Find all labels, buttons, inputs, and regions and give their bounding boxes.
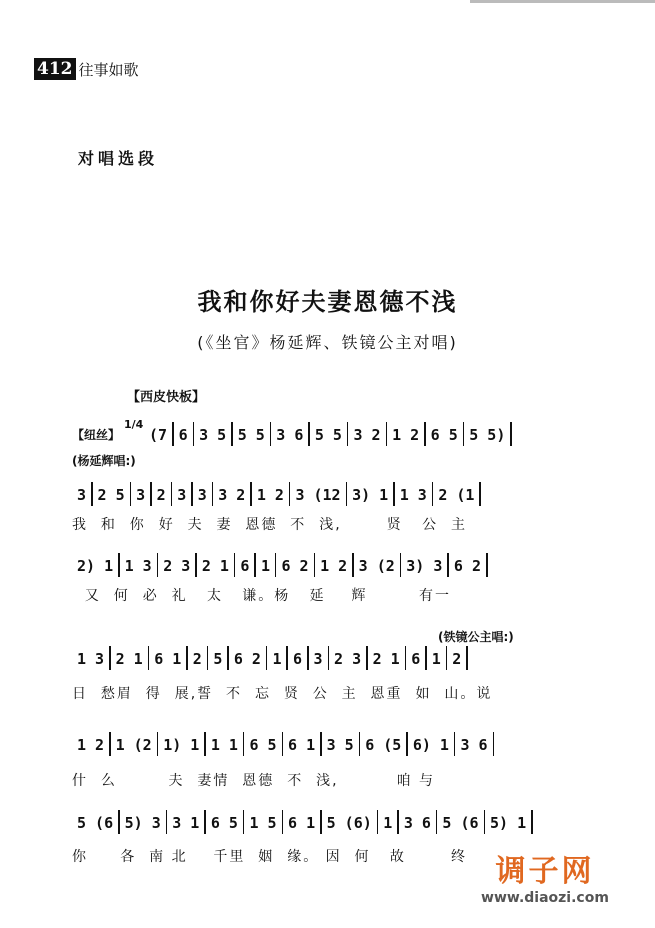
measure: 1 (431, 650, 441, 668)
time-signature: 1/4 (124, 418, 144, 431)
measure: 1 (260, 557, 270, 575)
measure: 3 (177, 486, 187, 504)
measure: 5 (6) (326, 814, 372, 832)
book-title: 往事如歌 (78, 60, 139, 79)
measure: 6 (5 (365, 736, 402, 754)
measure: 6 5 (430, 426, 458, 444)
measure: 1 5 (249, 814, 277, 832)
measure: 1 3 (124, 557, 152, 575)
measure: 3 5 (199, 426, 227, 444)
measure: 2 1 (115, 650, 143, 668)
measure: 2 (192, 650, 202, 668)
measure: 3 1 (172, 814, 200, 832)
lyrics-line: 又 何 必 礼 太 谦。杨 延 辉 有一 (72, 588, 452, 604)
intro-label: 【纽丝】 (72, 428, 121, 442)
measure: 6 1 (154, 650, 182, 668)
measure: 3 (197, 486, 207, 504)
measure: 1 3 (399, 486, 427, 504)
bar-line (493, 732, 495, 756)
bar-line (510, 422, 512, 446)
song-title: 我和你好夫妻恩德不浅 (197, 287, 458, 316)
lyrics-line: 日 愁眉 得 展,誓 不 忘 贤 公 主 恩重 如 山。说 (72, 686, 493, 702)
singer-label-yang: (杨延辉唱:) (72, 454, 136, 468)
measure: 2 1 (372, 650, 400, 668)
notation-line (72, 812, 533, 834)
measure: 2 3 (163, 557, 191, 575)
section-title: 对唱选段 (78, 149, 159, 168)
measure: 3 5 (326, 736, 354, 754)
measure: 3 (313, 650, 323, 668)
page-header (34, 58, 139, 80)
measure: 2 1 (201, 557, 229, 575)
measure: 1 (272, 650, 282, 668)
measure: 5 5 (314, 426, 342, 444)
measure: 5 (6 (442, 814, 479, 832)
measure: 3 6 (276, 426, 304, 444)
bar-line (466, 646, 468, 670)
measure: 1 2 (392, 426, 420, 444)
measure: 3 6 (403, 814, 431, 832)
measure: 6 (411, 650, 421, 668)
measure: 5) 3 (124, 814, 161, 832)
watermark-site-name: 调子网 (495, 854, 595, 889)
measure: 5 (6 (77, 814, 114, 832)
watermark-url: www.diaozi.com (481, 890, 609, 906)
bar-line (479, 482, 481, 506)
mode-label: 【西皮快板】 (127, 390, 206, 405)
measure: 6 1 (288, 814, 316, 832)
measure: 3 (12 (295, 486, 341, 504)
measure: 3 (2 (358, 557, 395, 575)
measure: 6 2 (453, 557, 481, 575)
measure: 6 5 (249, 736, 277, 754)
measure: 6 (178, 426, 188, 444)
measure: 5 (213, 650, 223, 668)
measure: 2 (156, 486, 166, 504)
measure: 2 (1 (438, 486, 475, 504)
measure: 3 (136, 486, 146, 504)
measure: 6 5 (210, 814, 238, 832)
top-edge-line (470, 0, 655, 3)
singer-label-princess: (铁镜公主唱:) (438, 630, 514, 644)
bar-line (486, 553, 488, 577)
measure: 1 1 (210, 736, 238, 754)
measure: 2) 1 (77, 557, 114, 575)
measure: 6 (292, 650, 302, 668)
measure: 5 5 (237, 426, 265, 444)
measure: 1 2 (256, 486, 284, 504)
measure: 2 5 (97, 486, 125, 504)
measure: 5 5) (469, 426, 506, 444)
measure: 3 6 (460, 736, 488, 754)
measure: 2 (452, 650, 462, 668)
watermark (470, 846, 620, 906)
bar-line (531, 810, 533, 834)
measure: 1 (383, 814, 393, 832)
notation-line (72, 484, 481, 506)
measure: 3 2 (218, 486, 246, 504)
measure: 1 (2 (115, 736, 152, 754)
notation-line (72, 555, 488, 577)
measure: 3) 3 (406, 557, 443, 575)
lyrics-line: 什 么 夫 妻情 恩德 不 浅, 咱 与 (72, 773, 436, 789)
notation-line (72, 734, 494, 756)
song-subtitle: (《坐官》杨延辉、铁镜公主对唱) (197, 333, 458, 352)
measure: 3 2 (353, 426, 381, 444)
measure: 6 2 (233, 650, 261, 668)
measure: 5) 1 (490, 814, 527, 832)
lyrics-line: 你 各 南 北 千里 姻 缘。 因 何 故 终 (72, 849, 468, 865)
measure: 2 3 (334, 650, 362, 668)
measure: 6) 1 (412, 736, 449, 754)
measure: 1) 1 (163, 736, 200, 754)
measure: 6 2 (281, 557, 309, 575)
lyrics-line: 我 和 你 好 夫 妻 恩德 不 浅, 贤 公 主 (72, 517, 468, 533)
measure: 3) 1 (352, 486, 389, 504)
notation-line (72, 648, 468, 670)
measure: 1 2 (320, 557, 348, 575)
measure: 3 (77, 486, 87, 504)
measure: 6 1 (288, 736, 316, 754)
measure: 6 (240, 557, 250, 575)
page-number: 412 (34, 58, 76, 80)
notation-line (144, 424, 512, 446)
measure: 1 3 (77, 650, 105, 668)
measure: 1 2 (77, 736, 105, 754)
measure: (7 (149, 426, 168, 444)
